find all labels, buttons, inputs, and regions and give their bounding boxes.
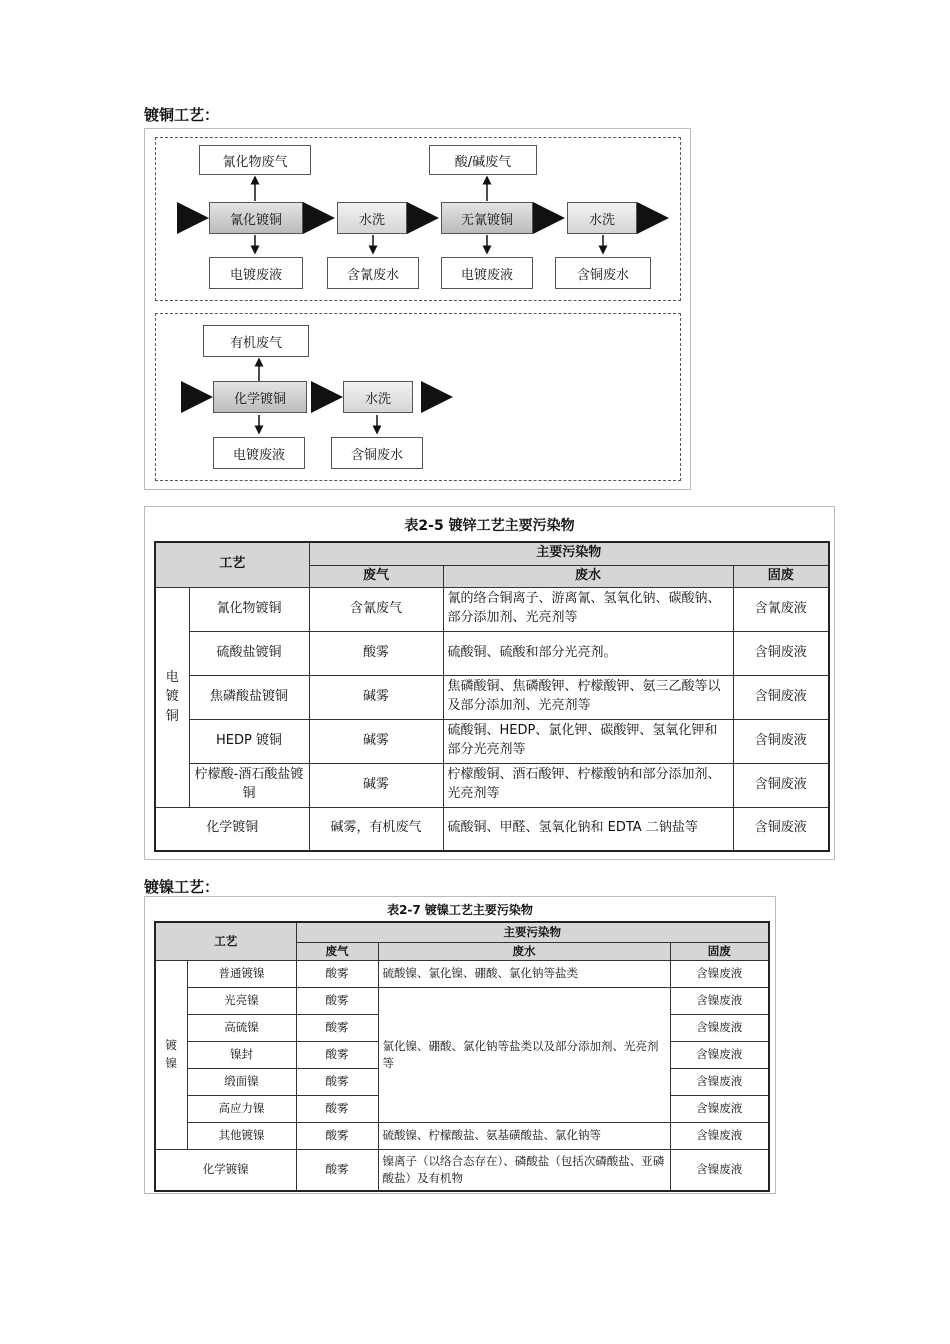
wastewater-cell: 硫酸铜、甲醛、氢氧化钠和 EDTA 二钠盐等 [443, 807, 733, 851]
table-row [155, 960, 769, 987]
chemical-copper-node: 化学镀铜 [213, 381, 307, 413]
zinc-table-title: 表2-5 镀锌工艺主要污染物 [404, 518, 575, 534]
solid-waste-cell: 含铜废液 [733, 807, 829, 851]
nickel-pollutant-table [154, 921, 770, 1192]
solid-waste-cell: 含镍废液 [670, 987, 769, 1014]
copper-wastewater-node-1: 含铜废水 [555, 257, 651, 289]
nickel-section-heading: 镀镍工艺： [144, 878, 220, 896]
nickel-table-frame [144, 896, 776, 1194]
wastewater-cell: 焦磷酸铜、焦磷酸钾、柠檬酸钾、氨三乙酸等以及部分添加剂、光亮剂等 [443, 675, 733, 719]
zinc-pollutant-table [154, 541, 830, 852]
exhaust-cell: 碱雾，有机废气 [309, 807, 443, 851]
organic-exhaust-node: 有机废气 [203, 325, 309, 357]
wastewater-cell: 氰的络合铜离子、游离氰、氢氧化钠、碳酸钠、部分添加剂、光亮剂等 [443, 587, 733, 631]
table-row [155, 587, 829, 631]
process-cell: 氰化物镀铜 [189, 587, 309, 631]
exhaust-cell: 碱雾 [309, 763, 443, 807]
solid-waste-cell: 含镍废液 [670, 1149, 769, 1191]
wastewater-cell: 硫酸铜、HEDP、氯化钾、碳酸钾、氢氧化钾和部分光亮剂等 [443, 719, 733, 763]
process-cell: 焦磷酸盐镀铜 [189, 675, 309, 719]
process-cell: 高应力镍 [187, 1095, 296, 1122]
copper-section-heading: 镀铜工艺： [144, 106, 220, 124]
header-process: 工艺 [155, 542, 309, 587]
header-main-pollutants: 主要污染物 [296, 922, 769, 942]
exhaust-cell: 酸雾 [309, 631, 443, 675]
solid-waste-cell: 含镍废液 [670, 1095, 769, 1122]
solid-waste-cell: 含铜废液 [733, 675, 829, 719]
solid-waste-cell: 含镍废液 [670, 1068, 769, 1095]
process-cell: 其他镀镍 [187, 1122, 296, 1149]
process-cell: 普通镀镍 [187, 960, 296, 987]
exhaust-cell: 酸雾 [296, 1041, 378, 1068]
exhaust-cell: 酸雾 [296, 1149, 378, 1191]
table-row [155, 1149, 769, 1191]
solid-waste-cell: 含铜废液 [733, 719, 829, 763]
exhaust-cell: 酸雾 [296, 1095, 378, 1122]
solid-waste-cell: 含氰废液 [733, 587, 829, 631]
plating-waste-node-3: 电镀废液 [213, 437, 305, 469]
solid-waste-cell: 含镍废液 [670, 1041, 769, 1068]
plating-waste-node-2: 电镀废液 [441, 257, 533, 289]
wastewater-cell: 柠檬酸铜、酒石酸钾、柠檬酸钠和部分添加剂、光亮剂等 [443, 763, 733, 807]
solid-waste-cell: 含镍废液 [670, 1122, 769, 1149]
process-cell: 缎面镍 [187, 1068, 296, 1095]
rinse-node-3: 水洗 [343, 381, 413, 413]
nickel-table-title: 表2-7 镀镍工艺主要污染物 [387, 903, 533, 917]
wastewater-cell: 镍离子（以络合态存在）、磷酸盐（包括次磷酸盐、亚磷酸盐）及有机物 [378, 1149, 670, 1191]
table-row [155, 719, 829, 763]
exhaust-cell: 酸雾 [296, 1068, 378, 1095]
solid-waste-cell: 含铜废液 [733, 763, 829, 807]
table-row [155, 1122, 769, 1149]
header-process: 工艺 [155, 922, 296, 960]
exhaust-cell: 碱雾 [309, 675, 443, 719]
cyanide-exhaust-node: 氰化物废气 [199, 145, 311, 175]
plating-waste-node-1: 电镀废液 [209, 257, 303, 289]
header-solid-waste: 固废 [670, 942, 769, 960]
rinse-node-1: 水洗 [337, 202, 407, 234]
process-cell: 光亮镍 [187, 987, 296, 1014]
table-row [155, 987, 769, 1014]
header-wastewater: 废水 [378, 942, 670, 960]
exhaust-cell: 碱雾 [309, 719, 443, 763]
cyanide-wastewater-node: 含氰废水 [327, 257, 419, 289]
table-row [155, 675, 829, 719]
solid-waste-cell: 含镍废液 [670, 960, 769, 987]
zinc-table-frame [144, 506, 835, 860]
table-row [155, 807, 829, 851]
table-row [155, 763, 829, 807]
solid-waste-cell: 含镍废液 [670, 1014, 769, 1041]
table-row [155, 631, 829, 675]
cyanide-copper-node: 氰化镀铜 [209, 202, 303, 234]
exhaust-cell: 酸雾 [296, 960, 378, 987]
wastewater-cell: 氯化镍、硼酸、氯化钠等盐类以及部分添加剂、光亮剂等 [378, 987, 670, 1122]
process-cell: 柠檬酸-酒石酸盐镀铜 [189, 763, 309, 807]
acid-alkali-exhaust-node: 酸/碱废气 [429, 145, 537, 175]
process-cell: 化学镀镍 [155, 1149, 296, 1191]
process-cell: 镍封 [187, 1041, 296, 1068]
wastewater-cell: 硫酸镍、柠檬酸盐、氨基磺酸盐、氯化钠等 [378, 1122, 670, 1149]
wastewater-cell: 硫酸镍、氯化镍、硼酸、氯化钠等盐类 [378, 960, 670, 987]
group-label: 镀镍 [155, 960, 187, 1149]
header-exhaust: 废气 [309, 565, 443, 587]
process-cell: 硫酸盐镀铜 [189, 631, 309, 675]
exhaust-cell: 酸雾 [296, 1014, 378, 1041]
header-wastewater: 废水 [443, 565, 733, 587]
exhaust-cell: 酸雾 [296, 1122, 378, 1149]
process-cell: HEDP 镀铜 [189, 719, 309, 763]
header-solid-waste: 固废 [733, 565, 829, 587]
cyanide-free-copper-node: 无氰镀铜 [441, 202, 533, 234]
group-label: 电镀铜 [155, 587, 189, 807]
solid-waste-cell: 含铜废液 [733, 631, 829, 675]
exhaust-cell: 含氰废气 [309, 587, 443, 631]
copper-flowchart [144, 128, 691, 490]
header-main-pollutants: 主要污染物 [309, 542, 829, 565]
header-exhaust: 废气 [296, 942, 378, 960]
exhaust-cell: 酸雾 [296, 987, 378, 1014]
copper-wastewater-node-2: 含铜废水 [331, 437, 423, 469]
process-cell: 高硫镍 [187, 1014, 296, 1041]
rinse-node-2: 水洗 [567, 202, 637, 234]
wastewater-cell: 硫酸铜、硫酸和部分光亮剂。 [443, 631, 733, 675]
process-cell: 化学镀铜 [155, 807, 309, 851]
